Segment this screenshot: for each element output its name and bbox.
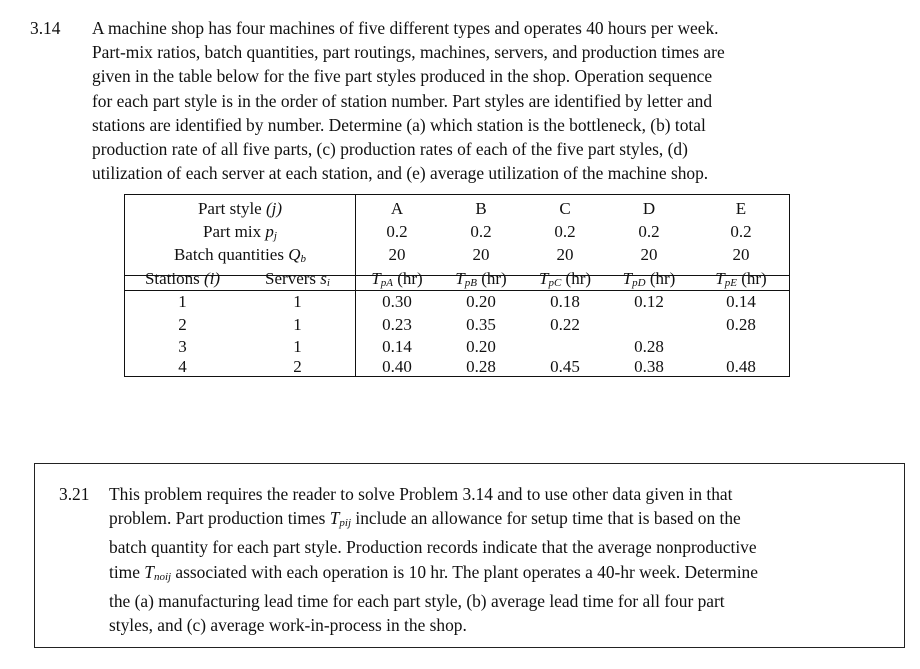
- problem-line: problem. Part production times Tpij include an allowance for setup time that is based on the: [109, 508, 741, 530]
- time-cell: 0.14: [382, 337, 412, 356]
- time-cell: 0.28: [634, 337, 664, 356]
- server-count: 1: [293, 337, 302, 356]
- station-number: 3: [178, 337, 187, 356]
- problem-line: A machine shop has four machines of five different types and operates 40 hours per week.: [92, 18, 719, 38]
- problem-line: time Tnoij associated with each operation is 10 hr. The plant operates a 40-hr week. Determine: [109, 561, 758, 583]
- time-cell: 0.28: [466, 357, 496, 376]
- time-cell: 0.28: [726, 315, 756, 334]
- time-cell: 0.40: [382, 357, 412, 376]
- server-count: 2: [293, 357, 302, 376]
- problem-line: stations are identified by number. Determine (a) which station is the bottleneck, (b) total: [92, 114, 706, 135]
- mix-value: 0.2: [470, 222, 492, 241]
- time-cell: 0.12: [634, 292, 664, 311]
- time-cell: 0.23: [382, 315, 412, 334]
- problem-3-14: [30, 16, 900, 185]
- time-cell: [523, 336, 607, 358]
- mix-value: 0.2: [638, 222, 660, 241]
- time-header-b: TpB (hr): [455, 269, 507, 289]
- style-header-d: D: [642, 199, 656, 218]
- time-header-e: TpE (hr): [715, 269, 767, 289]
- part-style-label: Part style (j): [197, 199, 283, 218]
- problem-line: utilization of each server at each station, and (e) average utilization of the machine shop.: [92, 163, 709, 184]
- time-cell: 0.20: [466, 292, 496, 311]
- station-number: 1: [178, 292, 187, 311]
- style-header-a: A: [390, 199, 404, 218]
- time-cell: 0.22: [550, 315, 580, 334]
- time-header-c: TpC (hr): [538, 269, 592, 289]
- time-header-d: TpD (hr): [622, 269, 676, 289]
- time-cell: 0.35: [466, 315, 496, 334]
- batch-quantities-label: Batch quantities Qb: [173, 245, 307, 265]
- style-header-c: C: [559, 199, 571, 218]
- time-cell: [691, 336, 791, 358]
- problem-line: styles, and (c) average work-in-process in the shop.: [109, 615, 467, 636]
- problem-line: batch quantity for each part style. Production records indicate that the average nonproductive: [109, 537, 757, 558]
- time-cell: [607, 314, 691, 336]
- style-header-b: B: [475, 199, 487, 218]
- servers-label: Servers si: [265, 269, 330, 289]
- time-header-a: TpA (hr): [371, 269, 423, 289]
- time-cell: 0.48: [726, 357, 756, 376]
- time-cell: 0.38: [634, 357, 664, 376]
- batch-value: 20: [472, 245, 490, 264]
- problem-line: for each part style is in the order of station number. Part styles are identified by letter and: [92, 90, 713, 111]
- time-cell: 0.14: [726, 292, 756, 311]
- problem-line: production rate of all five parts, (c) production rates of each of the five part styles, (d): [92, 139, 688, 160]
- problem-3-21: [59, 482, 889, 637]
- problem-line: given in the table below for the five part styles produced in the shop. Operation sequence: [92, 66, 713, 87]
- problem-text: [109, 482, 889, 637]
- problem-number: 3.21: [59, 484, 90, 504]
- time-cell: 0.30: [382, 292, 412, 311]
- batch-value: 20: [732, 245, 750, 264]
- stations-label: Stations (i): [144, 269, 221, 288]
- style-header-e: E: [735, 199, 747, 218]
- batch-value: 20: [388, 245, 406, 264]
- mix-value: 0.2: [554, 222, 576, 241]
- station-number: 4: [178, 357, 187, 376]
- problem-line: This problem requires the reader to solve Problem 3.14 and to use other data given in that: [109, 484, 733, 504]
- problem-number: 3.14: [30, 18, 61, 38]
- time-cell: 0.18: [550, 292, 580, 311]
- mix-value: 0.2: [730, 222, 752, 241]
- problem-text: [92, 16, 900, 185]
- station-number: 2: [178, 315, 187, 334]
- problem-line: Part-mix ratios, batch quantities, part routings, machines, servers, and production times are: [92, 42, 725, 63]
- part-mix-label: Part mix pj: [203, 222, 277, 242]
- mix-value: 0.2: [386, 222, 408, 241]
- server-count: 1: [293, 292, 302, 311]
- data-table: [124, 194, 790, 377]
- time-cell: 0.45: [550, 357, 580, 376]
- server-count: 1: [293, 315, 302, 334]
- batch-value: 20: [640, 245, 658, 264]
- time-cell: 0.20: [466, 337, 496, 356]
- batch-value: 20: [556, 245, 574, 264]
- problem-line: the (a) manufacturing lead time for each part style, (b) average lead time for all four part: [109, 590, 725, 611]
